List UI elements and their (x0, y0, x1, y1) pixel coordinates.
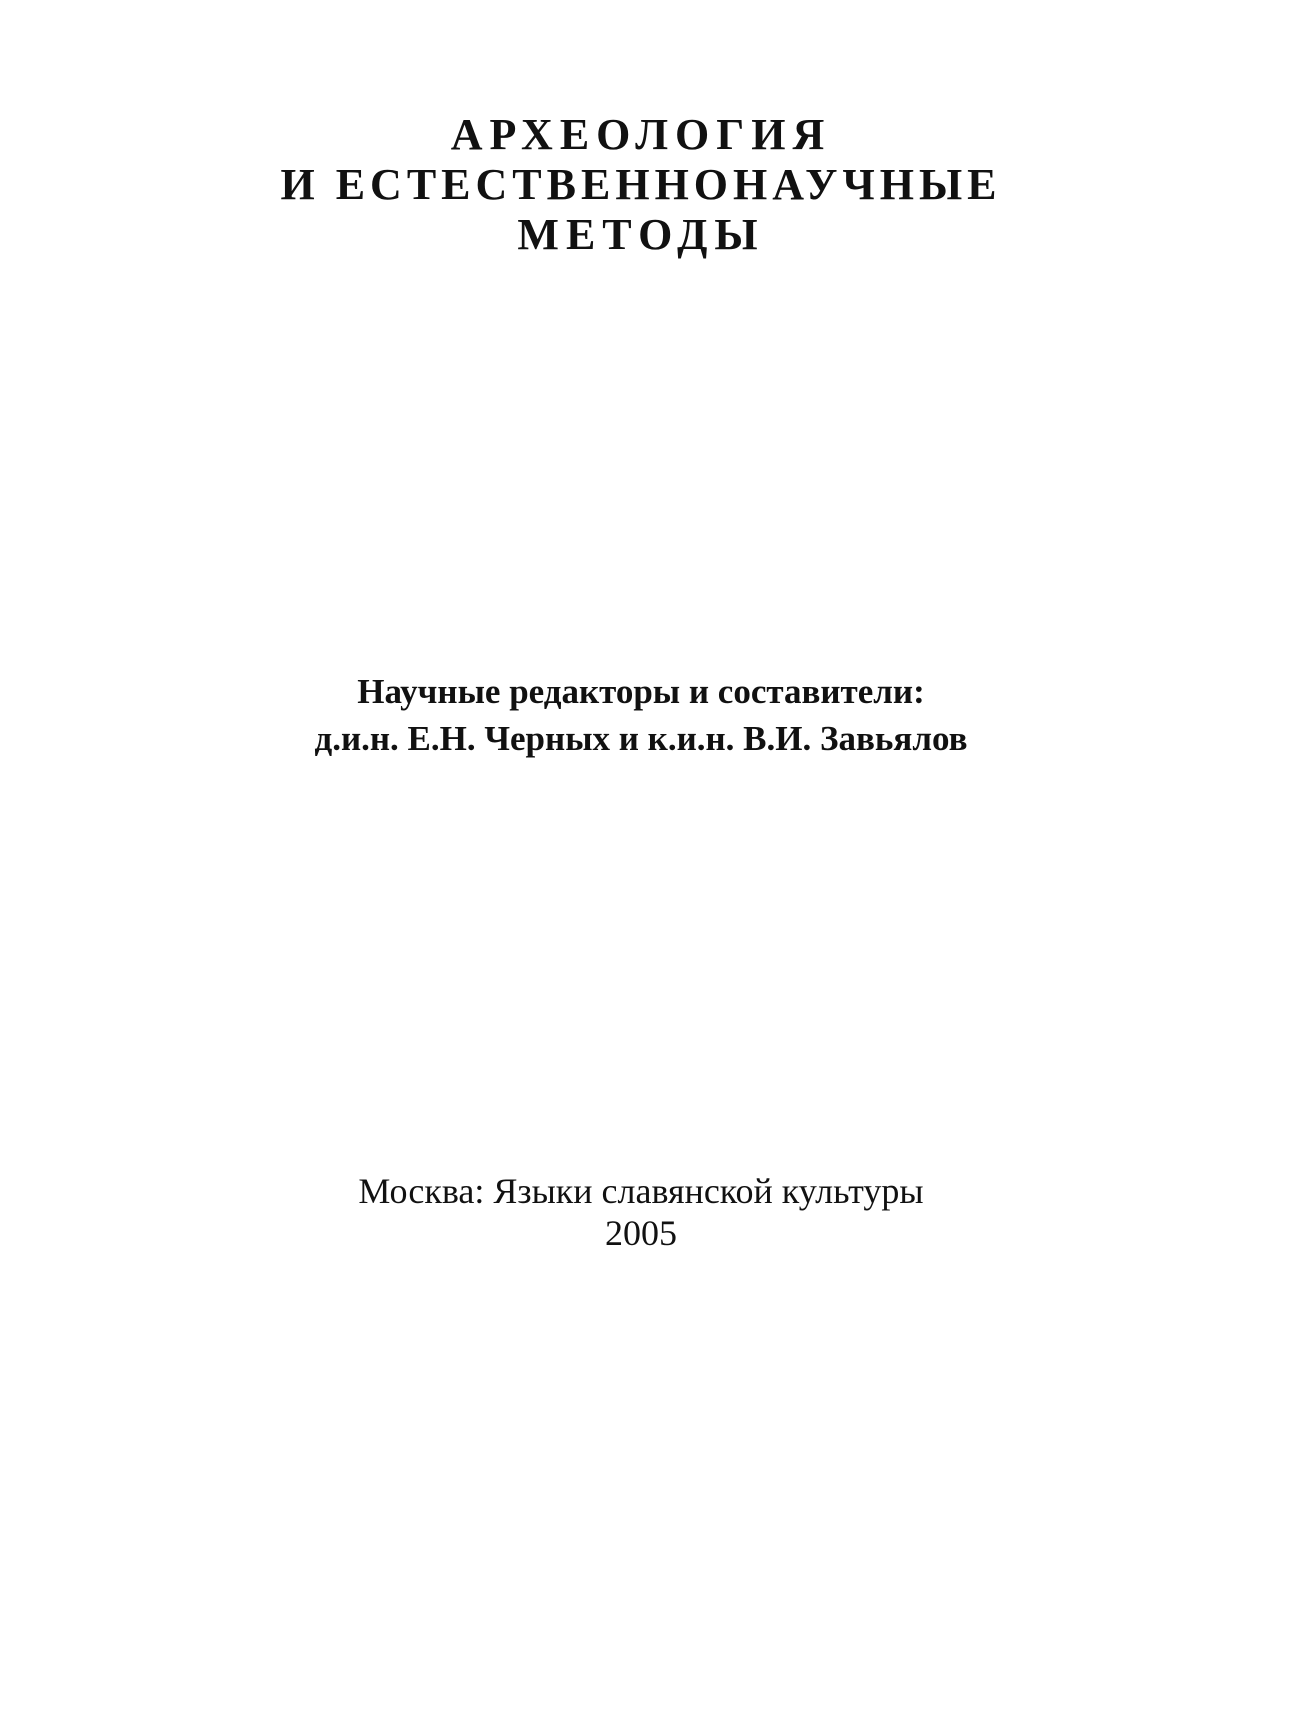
book-title-line-1: АРХЕОЛОГИЯ (450, 110, 832, 159)
publication-year: 2005 (605, 1213, 677, 1253)
book-title-line-3: МЕТОДЫ (517, 210, 765, 259)
book-title (0, 110, 1282, 260)
publisher-imprint (0, 1170, 1282, 1254)
book-title-line-2: И ЕСТЕСТВЕННОНАУЧНЫЕ (280, 160, 1002, 209)
publisher-name: Москва: Языки славянской культуры (358, 1171, 924, 1211)
editors-heading: Научные редакторы и составители: (357, 672, 925, 711)
editors-credit (0, 668, 1282, 762)
editors-names: д.и.н. Е.Н. Черных и к.и.н. В.И. Завьялов (314, 719, 968, 758)
